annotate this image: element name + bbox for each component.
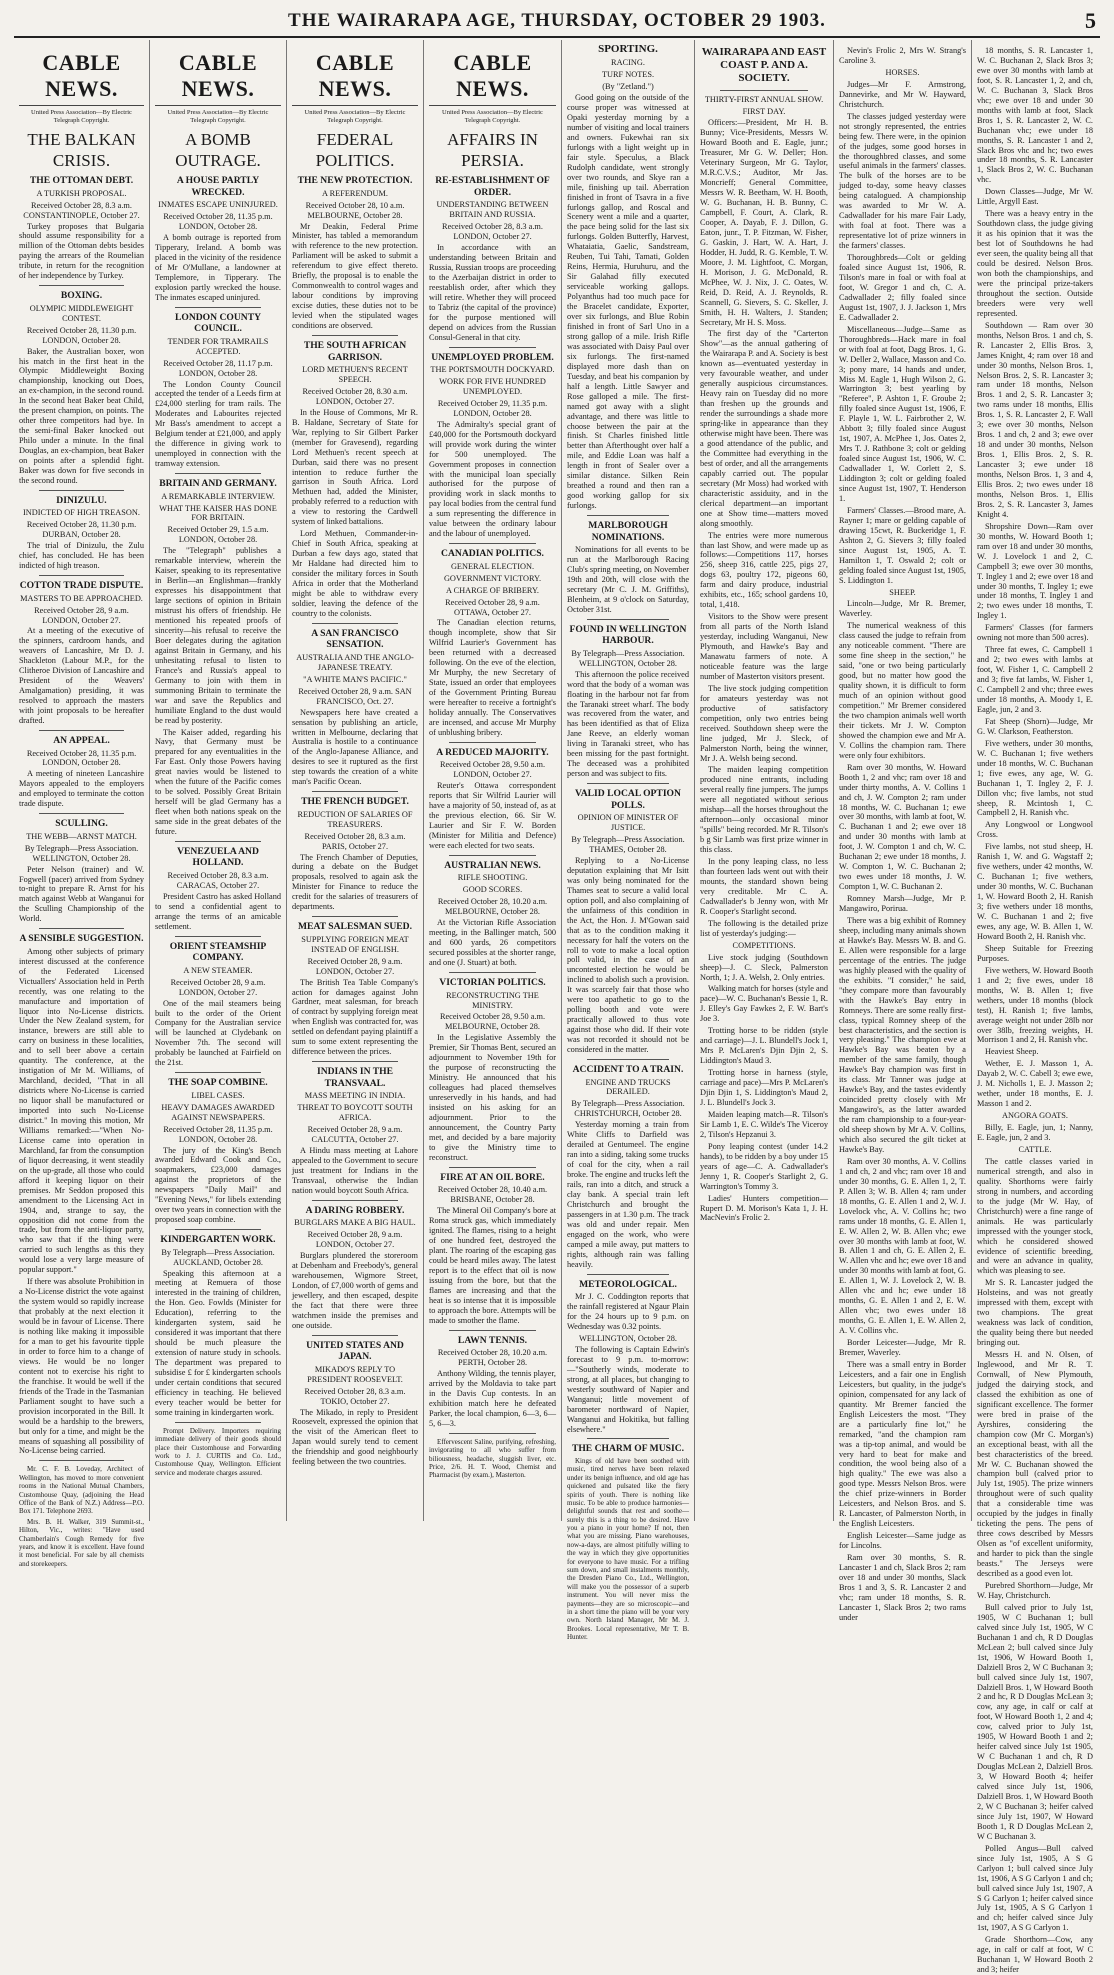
dateline: Received October 28, 11.17 p.m. LONDON, October 28. (163, 358, 273, 378)
article-heading: KINDERGARTEN WORK. (160, 1234, 276, 1246)
column-2 (150, 40, 287, 1521)
article-body: There was a small entry in Border Leicesters, and a fair one in English Leicesters, but quality, in the judge's opinion, compensated for any lack of quantity. Mr Bremer fancied the English Leicesters the most. "They are a particularly fine lot," he remarked, "and the champion ram was a tip-top animal, and would be very hard to beat for make and condition, the wool being also of a high quality." The ewe was also a good type. Messrs Nelson Bros. were the chief prize-winners in Border Leicesters, and Nelson Bros. and S. R. Lancaster, of Palmerston North, in the English Leicesters. (839, 1359, 966, 1529)
article-subheading: OPINION OF MINISTER OF JUSTICE. (577, 813, 679, 833)
section-subtitle: THIRTY-FIRST ANNUAL SHOW. (704, 94, 824, 104)
article-heading: THE NEW PROTECTION. (297, 175, 413, 187)
cable-news-header: CABLE NEWS. (155, 50, 281, 106)
section-subtitle: TURF NOTES. (601, 70, 655, 80)
article-subheading: GENERAL ELECTION. (450, 561, 535, 571)
article-body: In the House of Commons, Mr R. B. Haldane, Secretary of State for War, replying to Sir Gilbert Parker (member for Gravesend), regarding Lord Methuen's recent speech at Durban, said there was no present intention to reduce further the garrison in South Africa. Lord Methuen had, added the Minister, probably referred to a reduction with a view to restoring the Cardwell system of linked battalions. (292, 407, 418, 527)
headline: FEDERAL POLITICS. (315, 130, 395, 170)
article-body: The following is Captain Edwin's forecast to 9 p.m. to-morrow:—"Southerly winds, moderate to strong, at all places, but changing to westerly southward of Napier and Wanganui; little movement of barometer northward of Napier, Wanganui and Hokitika, but falling elsewhere." (567, 1344, 689, 1434)
article-body: A Hindu mass meeting at Lahore appealed to the Government to secure just treatment for Indians in the Transvaal, otherwise the Indian nation would boycott South Africa. (292, 1145, 418, 1195)
article-body: Shropshire Down—Ram over 30 months, W. Howard Booth 1; ram over 18 and under 30 months, W. J. Lovelock 1 and 2, C. Campbell 3; ewe over 30 months, T. Ingley 1 and 2; ewe over 18 and under 30 months, T. Ingley 1; ewe under 18 months, T. Ingley 1 and 2; two ewes under 18 months, T. Ingley 1. (977, 521, 1093, 621)
article-heading: A DARING ROBBERY. (305, 1204, 405, 1216)
article-subheading: CATTLE. (1018, 1144, 1052, 1154)
advertisement: Mr. C. F. B. Loveday, Architect of Wellington, has moved to more convenient rooms in the National Mutual Chambers, Customhouse Quay, (adjoining the Head Office of the Bank of N.Z.) Address—P.O. Box 171. Telephone 2693. (19, 1465, 144, 1516)
article-subheading: GOVERNMENT VICTORY. (443, 573, 542, 583)
article-body: Trotting horse in harness (style, carriage and pace)—Mrs P. McLaren's Djin Djin 1, S. Liddington's Maud 2, J. L. Blundell's Jock 3. (700, 1068, 828, 1107)
article-body: The British Tea Table Company's action for damages against John Gardner, meat salesman, for breach of contract by supplying foreign meat when English was contracted for, was settled on defendant paying plaintiff a sum to some extent representing the difference between the prices. (292, 977, 418, 1057)
article-body: Mr Deakin, Federal Prime Minister, has tabled a memorandum with reference to the new protection. Parliament will be asked to submit a referendum to give effect thereto. Briefly, the proposal is to enable the Commonwealth to control wages and labour conditions by improving excise duties, these duties not to be levied when the stipulated wages conditions are observed. (292, 221, 418, 331)
article-body: Five lambs, not stud sheep, H. Ranish 1, W. and G. Wagstaff 2; five wethers, under 42 months, W. C. Buchanan 1; five wethers, under 30 months, W. C. Buchanan 1, W. Howard Booth 2, H. Ranish 3; five wethers under 18 months, W. C. Buchanan 1 and 2; five ewes, any age, W. B. Allen 1, W. Howard Booth 2, H. Ranish vhc. (977, 842, 1093, 941)
divider (587, 619, 669, 620)
article-heading: VENEZUELA AND HOLLAND. (177, 845, 259, 869)
article-body: Ram over 30 months, S. R. Lancaster 1 and ch, Slack Bros 2; ram over 18 and under 30 months, Slack Bros 1 and 3, S. R. Lancaster 2 and vhc; ram under 18 months, S. R. Lancaster 1, Slack Bros 2; two rams under (839, 1553, 966, 1622)
article-heading: LAWN TENNIS. (457, 1334, 528, 1346)
article-body: Bull calved prior to July 1st, 1905, W C Buchanan 1; bull calved since July 1st, 1905, W C Buchanan 1 and ch, R D Douglas McLean 2; bull calved since July 1st, 1906, W Howard Booth 1, Dalziell Bros 2, W C Buchanan 3; bull calved since July 1st, 1907, Dalziell Bros. 1, W Howard Booth 2 and hc, R D Douglas McLean 3; cow, any age, in calf or calf at foot, W Howard Booth 1, 2 and 4; cow, calved prior to July 1st, 1905, W Howard Booth 1 and 2; heifer calved since July 1st 1905, W C Buchanan 1 and ch, R D Douglas McLean 2, Dalziell Bros. 3, W Howard Booth 4; heifer calved since July 1st, 1906, Dalziell Bros. 1, W Howard Booth 2, W C Buchanan 3; heifer calved since July 1st, 1907, W Howard Booth 1, R D Douglas McLean 2, W C Buchanan 3. (977, 1602, 1093, 1841)
cable-news-header: CABLE NEWS. (429, 50, 556, 106)
credit-line: United Press Association—By Electric Telegraph Copyright. (167, 108, 269, 124)
article-body: At the Victorian Rifle Association meeting, in the Ballinger match, 500 and 600 yards, 26 competitors secured possibles at the shorter range, and one (J. Stuart) at both. (429, 918, 556, 968)
divider (449, 972, 536, 973)
divider (449, 1433, 536, 1434)
article-subheading: A CHARGE OF BRIBERY. (446, 585, 539, 595)
divider (449, 543, 536, 544)
article-body: Peter Nelson (trainer) and W. Fogwell (pacer) arrived from Sydney to-night to prepare R. Arnst for his match against Webb at Wanganui for the Sculling Championship of the World. (19, 864, 144, 924)
article-subheading: INMATES ESCAPE UNINJURED. (158, 200, 278, 210)
dateline: Received October 28, 9.50 a.m. MELBOURNE, October 28. (439, 1012, 546, 1032)
article-body: In the Legislative Assembly the Premier, Sir Thomas Bent, secured an adjournment to November 19th for the purpose of reconstructing the Ministry. He announced that his colleagues had placed themselves unreservedly in his hands, and had insisted on his asking for an adjournment. Prior to the announcement, the Country Party met, and decided by a bare majority to give the Ministry time to reconstruct. (429, 1033, 556, 1162)
article-body: The Admiralty's special grant of £40,000 for the Portsmouth dockyard will provide work during the winter for 500 unemployed. The Government proposes in connection with the municipal loan specially authorised for the purpose of providing work in slack months to pay local bodies from the central fund a sum representing the difference in value between the ordinary labour and the labour of unemployed. (429, 419, 556, 539)
article-heading: A SENSIBLE SUGGESTION. (19, 933, 144, 945)
article-subheading: LIBEL CASES. (191, 1090, 245, 1100)
article-body: Sheep Suitable for Freezing Purposes. (977, 943, 1093, 963)
dateline: Received October 28, 11.35 p.m. LONDON, October 28. (163, 1124, 273, 1144)
section-title: SPORTING. (598, 43, 658, 55)
article-subheading: MASS MEETING IN INDIA. (304, 1091, 406, 1101)
divider (312, 1061, 398, 1062)
headline: A BOMB OUTRAGE. (175, 130, 261, 170)
dateline: Received October 28, 9 a.m. OTTAWA, October 27. (445, 597, 540, 617)
dateline: Received October 28, 10 a.m. MELBOURNE, October 28. (305, 200, 405, 220)
dateline: By Telegraph—Press Association. THAMES, October 28. (571, 835, 685, 854)
article-body: If there was absolute Prohibition in a No-License district the vote against the system would so rapidly increase that probably at the next election it would be in favour of License. There is nothing like making it impossible for a man to get his favourite tipple in order to force him to a change of views. He would be no longer content not to exercise his right to the franchise. It would be well if the friends of the Trade in the Tasmanian Parliament sought to have such a provision incorporated in the Bill. It would be a hardship to the brewers, but only for a time, and might be the means of squashing all possibility of No-License being carried. (19, 1277, 144, 1456)
article-body: The first day of the "Carterton Show"—as the annual gathering of the Wairarapa P. and A. Society is best known as—eventuated yesterday in very favourable weather, and under generally auspicious circumstances. Heavy rain on Tuesday did no more than freshen up the grounds and render the surroundings a shade more spring-like in appearance than they otherwise might have been. There was a good attendance of the public, and the Committee had everything in the best of order, and all the arrangements capably carried out. The popular secretary (Mr Moss) had worked with characteristic assiduity, and in the clerical department—an important one at Show time—matters moved along smoothly. (700, 329, 828, 528)
divider (312, 791, 398, 792)
divider (39, 730, 124, 731)
article-body: 18 months, S. R. Lancaster 1, W. C. Buchanan 2, Slack Bros 3; ewe over 30 months with lamb at foot, S. R. Lancaster 1, 2, and ch, W. C. Buchanan 3, Slack Bros vhc; ewe over 18 and under 30 months with lamb at foot, Slack Bros 1, S. R. Lancaster 2, W. C. Buchanan vhc; ewe under 18 months, S. R. Lancaster 1 and 2, Slack Bros vhc and hc; two ewes under 18 months, S. R. Lancaster 1, Slack Bros 2, W. C. Buchanan vhc. (977, 46, 1093, 185)
article-subheading: A TURKISH PROPOSAL. (36, 188, 127, 198)
article-subheading: THREAT TO BOYCOTT SOUTH AFRICA. (297, 1103, 413, 1123)
divider (175, 936, 261, 937)
article-heading: AN APPEAL. (53, 735, 110, 746)
divider (312, 623, 398, 624)
article-body: Border Leicester—Judge, Mr R. Bremer, Waverley. (839, 1338, 966, 1357)
divider (449, 347, 536, 348)
article-body: Southdown — Ram over 30 months, Nelson Bros. 1 and ch, S. R. Lancaster 2, Ellis Bros. 3, James Knight, 4; ram over 18 and under 30 months, Nelson Bros. 1, Nelson Bros. 2, S. R. Lancaster 3; ram under 18 months, Nelson Bros. 1 and 2, S. R. Lancaster 3; two rams under 18 months, Ellis Bros. 1, S. R. Lancaster 2, F. Wall 3; ewe over 30 months, Nelson Bros. 1 and ch, 2 and 3; ewe over 18 and under 30 months, Nelson Bros. 1, Ellis Bros. 2, S. R. Lancaster 3; ewe under 18 months, Nelson Bros. 1, 3 and 4, Ellis Bros. 2; two ewes under 18 months, Nelson Bros. 1, Ellis Bros. 2, S. R. Lancaster 3, James Knight 4. (977, 320, 1093, 519)
article-heading: FIRE AT AN OIL BORE. (440, 1171, 545, 1183)
article-body: Farmers' Classes.—Brood mare, A. Rayner 1; mare or gelding capable of drawing 15cwt, R. Buckeridge 1, F. Ashton 2, G. Sievers 3; filly foaled since August 1st, 1905, A. T. Hamilton 1, T. Oswald 2; colt or gelding foaled since August 1st, 1905, S. Liddington 1. (839, 505, 966, 585)
article-body: The maiden leaping competition produced nine entrants, including several really fine jumpers. The jumps were all negotiated without serious mishap—all the horses throughout the afternoon—only occasional minor "spills" being recorded. Mr R. Tilson's b g Sir Lamb was first prize winner in this class. (700, 765, 828, 855)
article-body: Lord Methuen, Commander-in-Chief in South Africa, speaking at Durban a few days ago, stated that Mr Haldane had directed him to consider the military forces in South Africa in order that the Motherland might be able to withdraw every soldier, leaving the defence of the country to the colonists. (292, 529, 418, 618)
divider (312, 916, 398, 917)
columns (14, 40, 1104, 1975)
article-body: Ram over 30 months, W. Howard Booth 1, 2 and vhc; ram over 18 and under thirty months, A. V. Collins 1 and ch, J. W. Compton 2; ram under 18 months, W. C. Buchanan 1; ewe over 30 months, with lamb at foot, W. C. Buchanan 1 and 2; ewe over 18 and under 30 months with lamb at foot, J. W. Compton 1 and ch, W. C. Buchanan 2; ewe under 18 months, J. W. Compton 1, W. C. Buchanan 2; two ewes under 18 months, J. W. Compton 1, W. C. Buchanan 2. (839, 762, 966, 892)
divider (39, 575, 124, 576)
dateline: Received October 28, 9 a.m. SAN FRANCISCO, Oct. 27. (298, 686, 412, 706)
article-subheading: AUSTRALIA AND THE ANGLO-JAPANESE TREATY. (296, 652, 414, 672)
article-body: Maiden leaping match—R. Tilson's Sir Lamb 1, E. C. Wilde's The Viceroy 2, Tilson's Hepzanui 3. (700, 1109, 828, 1139)
article-heading: ORIENT STEAMSHIP COMPANY. (169, 940, 267, 964)
article-subheading: GOOD SCORES. (462, 885, 523, 895)
article-subheading: HORSES. (885, 67, 920, 77)
divider (449, 855, 536, 856)
article-body: The trial of Dinizulu, the Zulu chief, has concluded. He has been indicted of high treason. (19, 541, 144, 571)
article-body: Pony leaping contest (under 14.2 hands), to be ridden by a boy under 15 years of age—C. A. Cadwallader's Jenny 1, R. Cooper's Starlight 2, G. Warrington's Tommy 3. (700, 1141, 828, 1191)
dateline: Received October 28, 8.3 a.m. CARACAS, October 27. (167, 870, 269, 890)
article-body: Grade Shorthorn—Cow, any age, in calf or calf at foot, W C Buchanan 1, W Howard Booth 2 and 3; heifer (977, 1935, 1093, 1975)
article-heading: COTTON TRADE DISPUTE. (19, 580, 144, 592)
article-body: Any Longwool or Longwool Cross. (977, 820, 1093, 840)
dateline: WELLINGTON, October 28. (579, 1333, 677, 1343)
article-heading: AUSTRALIAN NEWS. (444, 859, 541, 871)
article-heading: A SAN FRANCISCO SENSATION. (311, 627, 399, 651)
article-body: There was a big exhibit of Romney sheep, including many animals shown at Hawke's Bay. Messrs W. B. and G. E. Allen were responsible for a large percentage of the entries. The judge was highly pleased with the quality of the exhibits. "I consider," he said, "they compare more than favourably with the Hawke's Bay entry in Romneys. There are some really first-class, typical Romney sheep of the best characteristics, and the section is very pleasing." The champion ewe at Hawke's Bay was beaten by a member of the same family, though Hawke's Bay champion was first in its class. Mr Tanner was judge at Hawke's Bay, and the tastes evidently coincided pretty closely with Mr Mangawiro's, as the latter awarded the ram championship to a four-year-old sheep shown by Mr A. V. Collins, which also secured the gilt ticket at Hawke's Bay. (839, 916, 966, 1154)
article-subheading: MASTERS TO BE APPROACHED. (20, 593, 143, 603)
article-heading: THE CHARM OF MUSIC. (571, 1443, 685, 1455)
article-body: English Leicester—Same judge as for Lincolns. (839, 1531, 966, 1551)
divider (175, 841, 261, 842)
article-body: Miscellaneous—Judge—Same as Thoroughbreds—Hack mare in foal or with foal at foot, Dagg Bros. 1, G. W. Deller 2, Wallace, Masson and Co. 3; pony mare, 14 hands and under, Miss M. Eagle 1, Hugh Wilson 2, G. Warrington 3; best yearling by "Referee", P. Ashton 1, F. Groube 2; filly foaled since August 1st, 1906, F. F. Playle 1, W. L. Fairbrother 2, W. Abbott 3; filly foaled since August 1st, 1907, A. McPhee 1, Jos. Oates 2, Mrs T. J. Rathbone 3; colt or gelding foaled since August 1st, 1906, W. C. Cadwallader 1, W. Corlett 2, S. Liddington 3; colt or gelding foaled since August 1st, 1907, T. Henderson 1. (839, 324, 966, 503)
article-body: Nominations for all events to be run at the Marlborough Racing Club's spring meeting, on November 19th and 20th, will close with the secretary (Mr C. J. M. Griffiths), Blenheim, at 9 o'clock on Saturday, October 31st. (567, 545, 690, 614)
article-body: Mr J. C. Coddington reports that the rainfall registered at Ngaur Plain for the 24 hours up to 9 p.m. on Wednesday was 0.32 points. (567, 1292, 689, 1331)
divider (39, 490, 124, 491)
divider (720, 90, 808, 91)
article-heading: METEOROLOGICAL. (579, 1278, 677, 1290)
article-heading: CANADIAN POLITICS. (441, 548, 544, 560)
dateline: Received October 28, 9 a.m. CALCUTTA, October 27. (307, 1125, 403, 1144)
article-heading: BRITAIN AND GERMANY. (159, 478, 277, 490)
column-8 (972, 40, 1098, 1975)
advertisement: Kings of old have been soothed with music, tired nerves have been relaxed under its benign influence, and old age has quickened and pulsated like the fiery spirits of youth. There is nothing like music. To be able to produce harmonies—delightful sounds that rest and soothe—surely this is a thing to be desired. Have you a piano in your home? If not, then what you are missing. Piano warehouses, now-a-days, are almost pitifully willing to the way in which they give opportunities for everyone to have music. For a trifling sum down, and small instalments monthly, the Dresden Piano Co., Ltd., Wellington, will make you the possessor of a superb instrument. You will never miss the payments—they are so microscopic—and in a short time the piano will be your very own. North Island Manager, Mr M. J. Brookes. Local representative, Mr T. B. Hunter. (567, 1456, 689, 1642)
article-subheading: RECONSTRUCTING THE MINISTRY. (446, 990, 539, 1010)
dateline: Received October 28, 10.20 a.m. MELBOURNE, October 28. (437, 897, 548, 917)
article-body: Three fat ewes, C. Campbell 1 and 2; two ewes with lambs at foot, W. Fisher 1, C. Campbell 2 and 3; five fat lambs, W. Fisher 1, C. Campbell 2 and vhc; three ewes under 18 months, A. Moody 1, E. Eagle, jun, 2 and 3. (977, 645, 1093, 714)
article-body: Replying to a No-License deputation explaining that Mr Isitt was only being nominated for the Thames seat to secure a valid local option poll, and also complaining of the unfairness of this condition in the Act, the Hon. J. M'Gowan said that as to the condition making it necessary for half the voters on the roll to vote to make a local option poll valid, in the case of an uncontested election he would be inclined to abolish such a provision. It was scarcely fair that those who were too apathetic to go to the polling booth and vote were practically allowed to thus vote against those who did. If their vote was not recorded it should not be considered in the matter. (567, 855, 689, 1055)
divider (312, 1200, 398, 1201)
article-subheading: WHAT THE KAISER HAS DONE FOR BRITAIN. (159, 503, 277, 523)
article-body: This afternoon the police received word that the body of a woman was floating in the harbour not far from the Taranaki street wharf. The body was recovered from the water, and has been identified as that of Eliza Jane Reeve, an elderly woman living in Taranaki street, who has been missing for the past fortnight. The deceased was a prohibited person and was subject to fits. (567, 669, 689, 779)
page-number: 5 (1085, 8, 1096, 33)
divider (175, 473, 261, 474)
article-body: Burglars plundered the storeroom at Debenham and Freebody's, general warehousemen, Wigmore Street, London, of £7,000 worth of gems and jewellery, and then escaped, despite the fact that there were three watchmen inside the premises and one outside. (292, 1251, 418, 1330)
dateline: By Telegraph—Press Association. WELLINGTON, October 28. (571, 648, 685, 668)
article-body: The cattle classes varied in numerical strength, and also in quality. Shorthorns were fairly strong in numbers, and according to the judge (Mr W. Hay, of Christchurch) were a fine range of animals. He was particularly impressed with the younger stock, which he considered showed evidence of scientific breeding, and were an advance in quality, which was pleasing to see. (977, 1156, 1093, 1276)
dateline: Received October 28, 11.30 p.m. LONDON, October 28. (26, 325, 137, 345)
divider (39, 813, 124, 814)
article-body: Visitors to the Show were present from all parts of the North Island yesterday, including Wanganui, New Plymouth, and Hawke's Bay and Manawatu farmers of note. A noticeable feature was the large number of Masterton visitors present. (700, 612, 828, 681)
article-body: Judges—Mr F. Armstrong, Dannevirke, and Mr W. Hayward, Christchurch. (839, 79, 966, 109)
dateline: Received October 28, 10.40 a.m. BRISBANE, October 28. (437, 1185, 548, 1205)
article-body: Messrs H. and N. Olsen, of Inglewood, and Mr R. T. Cornwall, of New Plymouth, judged the dairying stock, and classed the exhibition as one of significant excellence. The former were bred in praise of the Ayrshires, considering the champion cow (Mr C. Morgan's) an exceptional beast, with all the best characteristics of the breed. Mr W. C. Buchanan showed the champion bull (calved prior to July 1st, 1905). The prize winners throughout were of such quality that a considerable time was occupied by the judges in finally ticketing the pens. The pens of three cows described by Messrs Olsen as "of excellent uniformity, and harder to pick than the single beasts." The Jerseys were described as a good even lot. (977, 1350, 1093, 1579)
article-subheading: "A WHITE MAN'S PACIFIC." (303, 674, 407, 684)
dateline: Received October 28, 11.35 p.m. LONDON, October 28. (26, 748, 137, 768)
dateline: Received October 29, 11.35 p.m. LONDON, October 28. (437, 398, 548, 418)
divider (449, 742, 536, 743)
article-body: Trotting horse to be ridden (style and carriage)—J. L. Blundell's Jock 1, Mrs P. McLaren's Djin Djin 2, S. Liddington's Maud 3. (700, 1026, 828, 1066)
dateline: Received October 28, 8.3 a.m. TOKIO, October 27. (304, 1386, 406, 1406)
advertisement: Effervescent Saline, purifying, refreshing, invigorating to all who suffer from biliousness, headache, sluggish liver, etc. Price, 2/6. H. T. Wood, Chemist and Pharmacist (by exam.), Masterton. (429, 1437, 556, 1480)
article-heading: VALID LOCAL OPTION POLLS. (575, 788, 681, 811)
article-heading: RE-ESTABLISHMENT OF ORDER. (435, 175, 550, 198)
dateline: By Telegraph—Press Association. WELLINGTON, October 28. (24, 843, 139, 863)
article-body: There was a heavy entry in the Southdown class, the judge giving it as his opinion that it was the best lot of Southdowns he had ever seen, the quality being all that could be desired. Nelson Bros. won both the championships, and were the principal prize-takers throughout the section. Outside breeders were very well represented. (977, 209, 1093, 318)
column-4 (424, 40, 562, 1521)
article-subheading: SUPPLYING FOREIGN MEAT INSTEAD OF ENGLISH. (301, 934, 409, 954)
dateline: Received October 28, 10.20 a.m. PERTH, October 28. (437, 1348, 548, 1368)
article-body: The Mineral Oil Company's bore at Roma struck gas, which immediately ignited. The flames, rising to a height of one hundred feet, destroyed the plant. The roaring of the escaping gas could be heard miles away. The latest report is to the effect that oil is now issuing from the bore, but that the flames are increasing and that the heat is so intense that it is impossible to approach the bore. Attempts will be made to smother the flame. (429, 1206, 556, 1325)
article-body: Yesterday morning a train from White Cliffs to Darfield was derailed at Gentumeel. The engine ran into a siding, taking some trucks of coal for the city, when a rail broke. The engine and trucks left the rails, ran into a ditch, and struck a clay bank. A special train left Christchurch and brought the passengers in at 1.30 p.m. The track was old and under repair. Men engaged on the work, who were camped a mile away, put matters to rights, although rain was falling heavily. (567, 1120, 689, 1269)
article-heading: UNITED STATES AND JAPAN. (306, 1339, 404, 1363)
article-subheading: SHEEP. (889, 587, 916, 597)
article-body: The Mikado, in reply to President Roosevelt, expressed the opinion that the visit of the American fleet to Japan would surely tend to cement the friendship and good neighbourly feeling between the two countries. (292, 1407, 418, 1467)
article-subheading: A NEW STEAMER. (183, 965, 253, 975)
dateline: Received October 28, 9.50 a.m. LONDON, October 27. (439, 760, 546, 780)
article-body: Fat Sheep (Shorn)—Judge, Mr G. W. Clarkson, Featherston. (977, 716, 1093, 736)
article-body: Wether, E. J. Masson 1, A. Dayab 2, W. C. Cabell 3; ewe ewe, J. M. Nicholls 1, E. J. Masson 2; wether, under 18 months, E. J. Masson 1 and 2. (977, 1059, 1093, 1109)
article-body: Mr S. R. Lancaster judged the Holsteins, and was not greatly impressed with them, except with two champions. The great weakness was lack of condition, the quality being there but needed bringing out. (977, 1278, 1093, 1348)
advertisement: Prompt Delivery. Importers requiring immediate delivery of their goods should place their Customhouse and Forwarding work to J. J. CURTIS and Co. Ltd., Customhouse Quay, Wellington. Efficient service and moderate charges assured. (155, 1426, 281, 1477)
article-body: In accordance with an understanding between Britain and Russia, Russian troops are proceeding to the Azerbaijan district in order to reestablish order, after which they will retire. Whether they will proceed to Tabriz (the capital of the province) for the purpose mentioned will depend on advices from the Russian Consul-General in that city. (429, 242, 556, 342)
article-body: A meeting of nineteen Lancashire Mayors appealed to the employers and employed to terminate the cotton trade dispute. (19, 769, 144, 809)
article-body: Down Classes—Judge, Mr W. Little, Argyll East. (977, 187, 1093, 207)
divider (175, 307, 261, 308)
article-heading: THE SOUTH AFRICAN GARRISON. (303, 340, 407, 363)
article-body: Officers:—President, Mr H. B. Bunny; Vice-Presidents, Messrs W. Howard Booth and E. Eagle, junr.; Treasurer, Mr G. W. Deller; Hon. Veterinary Surgeon, Mr G. Taylor, M.R.C.V.S.; Auditor, Mr Jas. Moncrieff; General Committee, Messrs W. R. Beetham, W. H. Booth, W. G. Buchanan, H. B. Bunny, C. Campbell, F. Court, A. Clark, R. Cooper, A. Dayab, F. J. Dillon, G. Eaton, junr., T. P. Fitzman, W. Fisher, G. Gaskin, J. Hart, W. A. Hart, J. Hodder, H. Judd, R. G. Kemble, T. W. Moore, J. M. Lightfoot, C. Morgan, H. Morison, J. G. McDonald, R. McPhee, W. J. Nix, J. C. Oates, W. Reid, D. Reid, A. J. Reynolds, R. Scannell, G. Sievers, S. C. Skeller, J. Smith, H. H. Walters, J. Standen; Secretary, Mr H. S. Moss. (700, 118, 828, 327)
divider (312, 335, 398, 336)
dateline: Received October 28, 11.30 p.m. DURBAN, October 28. (26, 520, 137, 540)
article-body: Speaking this afternoon at a meeting at Remuera of those interested in the training of children, the Hon. Geo. Fowlds (Minister for Education), referring to the kindergarten system, said he considered it was important that there should be much pleasure the extension of nature study in schools. The department was prepared to subsidise £ for £ kindergarten schools under certain conditions that secured efficiency in teaching. He believed every teacher would be better for some training in kindergarten work. (155, 1268, 281, 1417)
article-body: The following is the detailed prize list of yesterday's judging:— (700, 918, 828, 938)
article-body: Nevin's Frolic 2, Mrs W. Strang's Caroline 3. (839, 46, 966, 65)
article-subheading: INDICTED OF HIGH TREASON. (23, 508, 140, 518)
divider (587, 1438, 669, 1439)
article-heading: MEAT SALESMAN SUED. (298, 921, 412, 933)
article-body: One of the mail steamers being built to the order of the Orient Company for the Australian service will be launched at Clydebank on November 7th. The second will probably be launched at Fairfield on the 21st. (155, 998, 281, 1068)
divider (587, 783, 669, 784)
article-subheading: A REMARKABLE INTERVIEW. (161, 491, 275, 501)
article-heading: THE SOAP COMBINE. (168, 1077, 268, 1089)
article-heading: FOUND IN WELLINGTON HARBOUR. (569, 623, 687, 647)
article-body: The "Telegraph" publishes a remarkable interview, wherein the Kaiser, speaking to its representative in Berlin—an Englishman—frankly expresses his disappointment that large sections of opinion in Britain mistrust his offers of friendship. He mentioned his repeated proofs of sincerity—his refusal to receive the Boer delegates during the agitation against Britain in Germany, and his unhesitating refusal to listen to France's and Russia's appeal to Germany to join with them in summoning Britain to terminate the war and save the Republics and humiliate England to the dust would be read by posterity. (155, 546, 281, 725)
advertisement: Mrs. B. H. Walker, 319 Summit-st., Hilton, Vic., writes: "Have used Chamberlain's Cough Remedy for five years, and know it is excellent. Have found it most beneficial. For sale by all chemists and storekeepers. (19, 1517, 144, 1568)
divider (175, 1229, 261, 1230)
article-heading: VICTORIAN POLITICS. (439, 977, 546, 989)
column-1 (14, 40, 150, 1568)
article-body: Romney Marsh—Judge, Mr P. Mangawiro, Porirua. (839, 894, 966, 914)
article-heading: MARLBOROUGH NOMINATIONS. (588, 520, 668, 543)
article-body: A bomb outrage is reported from Tipperary, Ireland. A bomb was placed in the vicinity of the residence of Mr O'Mullane, a landowner at Templemore, in Tipperary. The explosion partly wrecked the house. The inmates escaped uninjured. (155, 233, 281, 302)
article-subheading: BURGLARS MAKE A BIG HAUL. (294, 1218, 416, 1228)
article-body: The entries were more numerous than last Show, and were made up as follows:—Competitions 117, horses 256, sheep 316, cattle 225, pigs 27, dogs 63, poultry 172, pigeons 60, farm and dairy produce, industrial exhibits, etc., 165; school gardens 10, total, 1,418. (700, 530, 828, 610)
credit-line: United Press Association—By Electric Telegraph Copyright. (31, 108, 132, 124)
article-subheading: LORD METHUEN'S RECENT SPEECH. (302, 365, 408, 384)
column-5 (562, 40, 695, 1642)
masthead (14, 6, 1100, 38)
dateline: By Telegraph—Press Association. AUCKLAND, October 28. (161, 1247, 275, 1267)
article-body: Baker, the Australian boxer, won his match in the first heat in the Olympic Middleweight Boxing championship, knocking out Does, an ex-champion, in the second round. In the second heat Baker beat Child, the present champion, on points. The other three competitors had bye. In the semi-final Baker knocked out Philo under a minute. In the final Douglas, an ex-champion, beat Baker on points after a splendid fight. Baker was down for five seconds in the second round. (19, 346, 144, 485)
article-subheading: RIFLE SHOOTING. (457, 873, 528, 883)
masthead-title: THE WAIRARAPA AGE, THURSDAY, OCTOBER 29 1903. (288, 10, 826, 31)
article-subheading: TENDER FOR TRAMRAILS ACCEPTED. (167, 336, 269, 356)
section-title: WAIRARAPA AND EAST COAST P. AND A. SOCIETY. (701, 46, 827, 85)
article-heading: A HOUSE PARTLY WRECKED. (176, 175, 260, 198)
credit-line: United Press Association—By Electric Telegraph Copyright. (442, 108, 543, 124)
article-body: The London County Council accepted the tender of a Leeds firm at £24,000 sterling for tram rails. The Moderates and Labourites rejected Mr Bass's amendment to accept a Belgium tender at £21,000, and apply the difference in giving work to unemployed in connection with the tramway extension. (155, 379, 281, 469)
article-body: The Kaiser added, regarding his Navy, that Germany must be prepared for any eventualities in the Far East. Only those Powers having great navies would be listened to when the future of the Pacific comes to be solved. Possibly Great Britain herself will be glad Germany has a fleet when both nations speak on the same side in the great debates of the future. (155, 727, 281, 837)
divider (175, 1422, 261, 1423)
article-body: Live stock judging (Southdown sheep)—J. C. Sleck, Palmerston North, 1; J. A. Welsh, 2. Only entries. (700, 952, 828, 982)
article-subheading: ENGINE AND TRUCKS DERAILED. (585, 1077, 671, 1097)
article-body: Heaviest Sheep. (985, 1047, 1039, 1057)
byline: (By "Zetland.") (602, 82, 654, 92)
article-body: Polled Angus—Bull calved since July 1st, 1905, A S G Carlyon 1; bull calved since July 1st, 1906, A S G Carlyon 1 and ch; bull calved since July 1st, 1907, A S G Carlyon 1; heifer calved since July 1st, 1905, A S G Carlyon 1 and ch; heifer calved since July 1st, 1907, A S G Carlyon 1. (977, 1843, 1093, 1933)
article-heading: DINIZULU. (56, 494, 107, 506)
divider (587, 1059, 669, 1060)
column-6 (695, 40, 834, 1521)
article-heading: LONDON COUNTY COUNCIL. (174, 311, 262, 335)
divider (312, 1335, 398, 1336)
dateline: Received October 28, 9 a.m. LONDON, October 27. (170, 977, 266, 997)
article-body: Thoroughbreds—Colt or gelding foaled since August 1st, 1906, R. Tilson's mare in foal or with foal at foot, W. Gregor 1 and ch, C. A. Cadwallader 2; filly foaled since August 1st, 1907, J. J. Jackson 1, Mrs E. Cadwallader 2. (839, 253, 966, 322)
article-subheading: THE PORTSMOUTH DOCKYARD. (430, 365, 555, 374)
article-heading: BOXING. (60, 290, 103, 302)
article-body: Among other subjects of primary interest discussed at the conference of the Federated Licensed Victuallers' Association held in Perth recently, was one relating to the manufacture and importation of liquor into No-License districts. Under the New Zealand system, for instance, brewers are still able to carry on business in these localities, and to sell beer above a certain quantity. The conference, at the instigation of Mr M. Williams, of Marchland, decided, "That in all districts where No-License is carried no liquor shall be manufactured or imported into such No-License district." In moving this motion, Mr Williams remarked:—"When No-License came into operation in Marchland, far from the consumption of liquor decreasing, it went steadily on the up-grade, all those who could afford it keeping liquor on their premises. Mr Seddon proposed this amendment to the Licensing Act in 1904, and, strange to say, the opposition did not come from the trade, but from the anti-liquor party, who saw that if the thing were carried to such lengths as this they would lose a very large measure of popular support." (19, 946, 144, 1275)
dateline: Received October 28, 8.30 a.m. LONDON, October 27. (302, 386, 408, 406)
article-heading: SCULLING. (55, 818, 108, 830)
article-subheading: THE WEBB—ARNST MATCH. (26, 831, 137, 841)
article-body: The classes judged yesterday were not strongly represented, the entries being few. There were, in the opinion of the judges, some good horses in the thoroughbred classes, and some useful animals in the farmers' classes. The bulk of the horses are to be judged to-day, some heavy classes being catalogued. A championship was awarded to Mr W. A. Cadwallader for his mare Fair Lady, with foal at foot. There was a representative lot of prize winners in the farmers' classes. (839, 111, 966, 251)
divider (39, 1460, 124, 1461)
divider (175, 1072, 261, 1073)
cable-news-header: CABLE NEWS. (292, 50, 418, 106)
column-7 (834, 40, 972, 1622)
dateline: Received October 28, 9 a.m. LONDON, October 27. (34, 605, 129, 625)
credit-line: United Press Association—By Electric Telegraph Copyright. (304, 108, 406, 124)
article-subheading: ANGORA GOATS. (1002, 1111, 1068, 1121)
headline: AFFAIRS IN PERSIA. (447, 130, 538, 170)
column-3 (287, 40, 424, 1521)
headline: THE BALKAN CRISIS. (27, 130, 136, 170)
article-heading: A REDUCED MAJORITY. (436, 746, 549, 758)
article-body: The jury of the King's Bench awarded Edward Cook and Co., soapmakers, £23,000 damages against the proprietors of the newspapers "Daily Mail" and "Evening News," for libels extending over two years in connection with the proposed soap combine. (155, 1145, 281, 1225)
article-subheading: WORK FOR FIVE HUNDRED UNEMPLOYED. (439, 376, 546, 396)
article-body: The French Chamber of Deputies, during a debate on the Budget proposals, resolved to again ask the Minister for Finance to reduce the credit for the salaries of treasurers of departments. (292, 852, 418, 912)
divider (39, 285, 124, 286)
article-body: Ram over 30 months, A. V. Collins 1 and ch, 2 and vhc; ram over 18 and under 30 months, G. E. Allen 1, 2, T. P. Allen 3; W. B. Allen 4; ram under 18 months, G. E. Allen 1 and 2, W. J. Lovelock vhc, A. V. Collins hc; two rams under 18 months, G. E. Allen 1, E. W. Allen 2, W. B. Allen vhc; ewe over 30 months with lamb at foot, W. B. Allen 1 and ch, G. E. Allen 2, E. W. Allen vhc and hc; ewe over 18 and under 30 months with lamb at foot, G. E. Allen 1, W. J. Lovelock 2, W. B. Allen vhc and hc; ewe under 18 months, G. E. Allen 1 and 2, E. W. Allen vhc; two ewes under 18 months, G. E. Allen 1, E. W. Allen 2, A. V. Collins vhc. (839, 1156, 966, 1336)
article-subheading: HEAVY DAMAGES AWARDED AGAINST NEWSPAPERS. (161, 1102, 275, 1122)
dateline: By Telegraph—Press Association. CHRISTCHURCH, October 28. (571, 1099, 685, 1119)
divider (449, 1167, 536, 1168)
article-body: Lincoln—Judge, Mr R. Bremer, Waverley. (839, 599, 966, 619)
article-subheading: COMPETITIONS. (732, 940, 796, 950)
dateline: Received October 28, 11.35 p.m. LONDON, October 28. (163, 212, 273, 232)
section-subtitle: RACING. (611, 58, 645, 68)
divider (39, 928, 124, 929)
article-body: President Castro has asked Holland to send a confidential agent to arrange the terms of an amicable settlement. (155, 891, 281, 931)
article-heading: ACCIDENT TO A TRAIN. (572, 1064, 684, 1076)
article-body: Ladies' Hunters competition—Rupert D. M. Morison's Kata 1, J. H. MacNevin's Frolic 2. (700, 1193, 828, 1223)
article-subheading: REDUCTION OF SALARIES OF TREASURERS. (297, 809, 413, 829)
divider (449, 1330, 536, 1331)
divider (587, 1274, 669, 1275)
article-body: Five wethers, W. Howard Booth 1 and 2; five ewes, under 18 months, W. B. Allen 1; five wethers, under 18 months (block test), H. Ranish 1; five lambs, average weight not under 28lb nor over 38lb, freezing weights, H. Morrison 1 and 2, H. Ranish vhc. (977, 965, 1093, 1045)
article-subheading: OLYMPIC MIDDLEWEIGHT CONTEST. (29, 303, 134, 323)
dateline: Received October 28, 9 a.m. LONDON, October 27. (307, 956, 403, 976)
article-body: Reuter's Ottawa correspondent reports that Sir Wilfrid Laurier will have a majority of 50, instead of, as at the previous election, 66. Sir W. Laurier and Sir F. W. Borden (Minister for Militia and Defence) were each elected for two seats. (429, 781, 556, 851)
article-heading: THE OTTOMAN DEBT. (29, 175, 134, 187)
article-heading: UNEMPLOYED PROBLEM. (431, 351, 554, 363)
article-body: In the pony leaping class, no less than fourteen lads went out with their mounts, the standard shown being very creditable. Mr C. A. Cadwallader's b Jenny won, with Mr R. Cooper's Starlight second. (700, 857, 828, 916)
article-body: Anthony Wilding, the tennis player, arrived by the Moldavia to take part in the Davis Cup contests. In an exhibition match here he defeated Parker, the local champion, 6—3, 6—5, 6—3. (429, 1369, 556, 1428)
dateline: Received October 28, 8.3 a.m. CONSTANTINOPLE, October 27. (23, 200, 140, 220)
article-body: Turkey proposes that Bulgaria should assume responsibility for a million of the Ottoman debts besides paying the arrears of the Roumelian tribute, in return for the recognition of her independence by Turkey. (19, 221, 144, 281)
article-body: Newspapers here have created a sensation by publishing an article, written in Melbourne, declaring that Australia is hostile to a continuance of the Anglo-Japanese Alliance, and desires to see it ruptured as the first step towards the creation of a white man's Pacific Ocean. (292, 707, 418, 787)
cable-news-header: CABLE NEWS. (19, 50, 144, 106)
article-heading: INDIANS IN THE TRANSVAAL. (316, 1066, 394, 1089)
article-subheading: UNDERSTANDING BETWEEN BRITAIN AND RUSSIA. (436, 200, 549, 220)
article-body: Good going on the outside of the course proper was witnessed at Opaki yesterday morning by a number of visiting and local trainers and owners. Fukewhai ran six furlongs with a light weight up in fair style. Speculus, a Black Rudolph candidate, went strongly over two rounds, and Skye ran a mile, finishing up tail. Aberration finished in front of Tsavra in a five furlongs gallop, and Roscal and Scenery went a mile and a quarter, the pace being solid for the last six furlongs. Golden Butterfly, Harvest, Whataiatia, Gaelic, Sandstream, Reuben, Tui Tahi, Tamati, Golden Reins, Hermia, Huruhuru, and the Sir Galahad filly executed serviceable working gallops. Polyanthus had too much pace for the Bracelet candidate, Exporter, over six furlongs, and Blue Robin finished in front of Sarl Uno in a strong gallop of a mile. Irish Rifle was associated with Daisy Paul over six furlongs. The first-named displayed more dash than on Tuesday, and beat his companion by half a length. Little Sawyer and Rose galloped a mile. The first-named got away with a slight advantage, and there was little to choose between the pair at the finish. St Charles finished little better than Afterthought over half a mile, and Eddie Loan was half a length in front of Sealer over a similar distance. Silken Rein breathed a round and then ran a good working gallop for six furlongs. (567, 93, 689, 511)
section-subtitle: FIRST DAY. (742, 106, 786, 116)
dateline: Received October 28, 8.3 a.m. LONDON, October 27. (442, 222, 543, 242)
article-heading: THE FRENCH BUDGET. (301, 796, 409, 808)
dateline: Received October 28, 9 a.m. LONDON, October 27. (307, 1230, 403, 1250)
article-body: Billy, E. Eagle, jun, 1; Nanny, E. Eagle, jun, 2 and 3. (977, 1123, 1093, 1143)
article-subheading: MIKADO'S REPLY TO PRESIDENT ROOSEVELT. (307, 1364, 403, 1384)
article-subheading: A REFERENDUM. (322, 188, 388, 198)
divider (587, 515, 669, 516)
article-body: At a meeting of the executive of the spinners, cardroom hands, and weavers of Lancashire, Mr D. J. Shackleton (Labour M.P., for the Clitheroe Division of Lancashire and President of the Weavers' Amalgamation) presiding, it was resolved to approach the masters with joint proposals to be hereafter drafted. (19, 626, 144, 726)
article-body: Purebred Shorthorn—Judge, Mr W. Hay, Christchurch. (977, 1580, 1093, 1600)
article-body: The Canadian election returns, though incomplete, show that Sir Wilfrid Laurier's Government has been returned with a decreased following. On the eve of the election, Mr Murphy, the new Secretary of State, issued an order that employees of the Government Printing Bureau were hereafter to receive a fortnight's holiday annually. The Conservatives are incensed, and accuse Mr Murphy of unblushing bribery. (429, 618, 556, 737)
article-body: The live stock judging competition for amateurs yesterday was not productive of satisfactory competition, only two entries being received. Southdown sheep were the line judged, Mr J. Sleck, of Palmerston North, being the winner, Mr J. A. Welsh being second. (700, 683, 828, 763)
dateline: Received October 28, 8.3 a.m. PARIS, October 27. (304, 831, 406, 851)
article-body: Five wethers, under 30 months, W. C. Buchanan 1; five wethers under 18 months, W. C. Buchanan 1; five ewes, any age, W. G. Buchanan 1, T. Ingley 2, F. J. Dillon vhc; five lambs, not stud sheep, R. Mcintosh 1, C. Campbell 2, H. Ranish vhc. (977, 738, 1093, 818)
dateline: Received October 29, 1.5 a.m. LONDON, October 28. (167, 525, 269, 545)
article-body: Walking match for horses (style and pace)—W. C. Buchanan's Bessie 1, R. J. Elley's Gay Fawkes 2, F. W. Bart's Joe 3. (700, 984, 828, 1024)
article-body: Farmers' Classes (for farmers owning not more than 500 acres). (977, 623, 1093, 643)
article-body: The numerical weakness of this class caused the judge to refrain from any noticeable comment. "There are some fine sheep in the section," he said, "one or two being particularly good, but no matter how good the quality shown, it is difficult to form much of an opinion without good competition." Mr Bremer considered the two champion animals well worth their tickets. Mr J. W. Compton showed the champion ewe and Mr A. V. Collins the champion ram. There were only four exhibitors. (839, 621, 966, 760)
